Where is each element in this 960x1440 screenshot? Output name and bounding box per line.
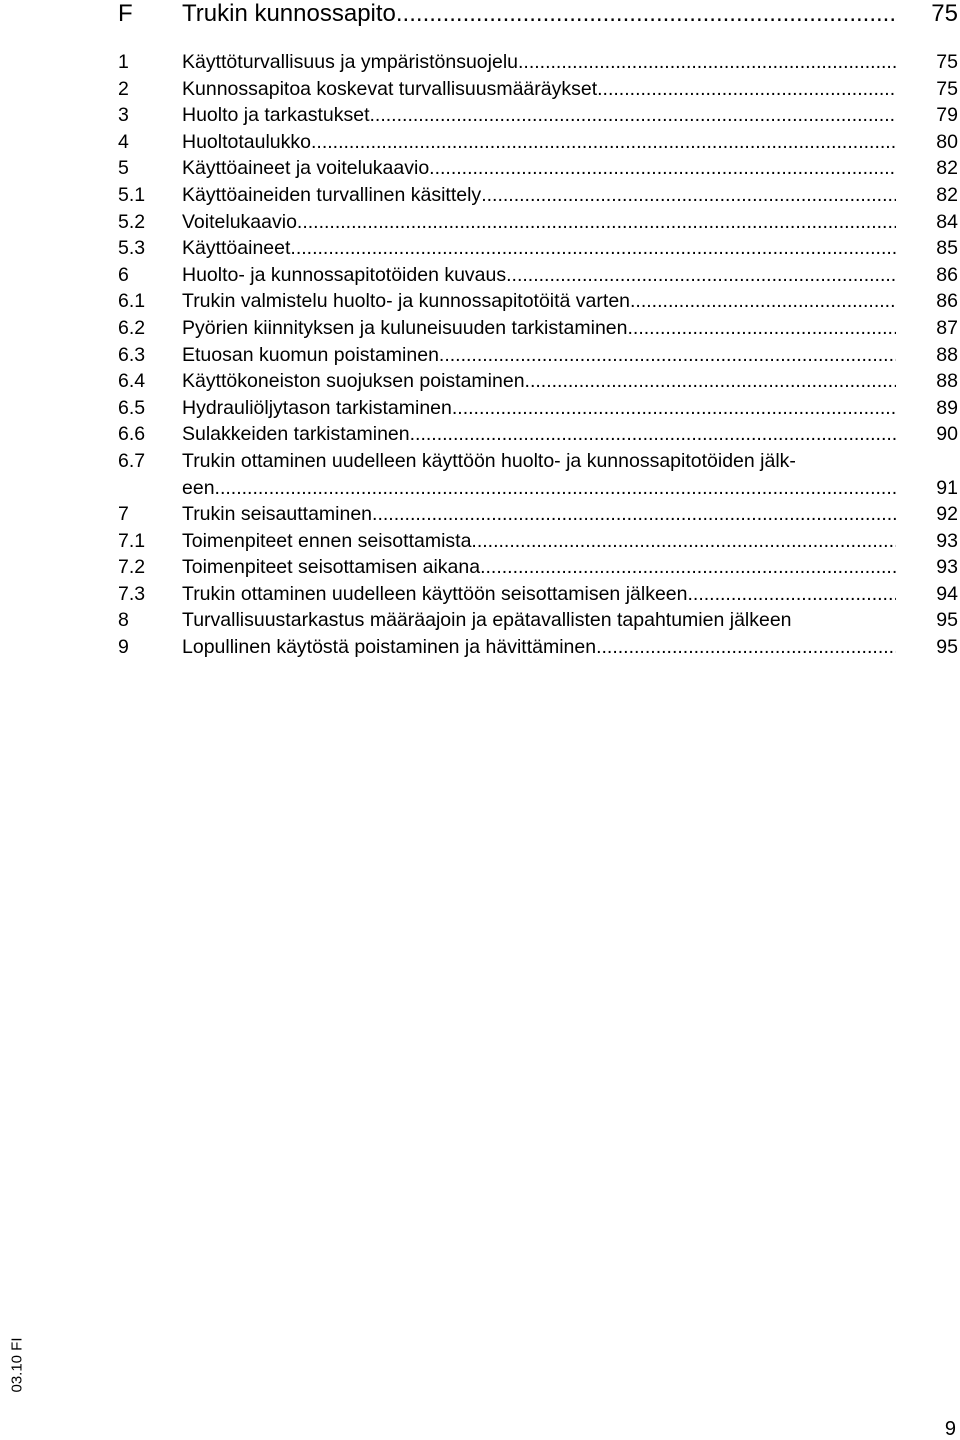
toc-entry	[118, 342, 960, 369]
toc-entry-page: 94	[936, 582, 958, 605]
toc-entry-page: 82	[936, 183, 958, 206]
toc-entry-number: 2	[118, 77, 129, 100]
toc-entry-page: 88	[936, 370, 958, 393]
leader-dots	[290, 235, 896, 262]
leader-dots	[215, 475, 896, 502]
toc-entry-title: Käyttöaineet ja voitelukaavio	[182, 157, 430, 180]
toc-entry-number: 5	[118, 157, 129, 180]
toc-entry-page: 95	[936, 609, 958, 632]
toc-entry-page: 90	[936, 423, 958, 446]
toc-entry-number: 7.2	[118, 556, 146, 579]
toc-entry-title: Trukin seisauttaminen	[182, 503, 373, 526]
toc-entry-number: 6.3	[118, 343, 146, 366]
leader-dots	[396, 0, 896, 28]
toc-entry-title: Käyttöaineet	[182, 237, 291, 260]
toc-entry	[118, 129, 960, 156]
leader-dots	[410, 421, 896, 448]
toc-entry-title: Käyttökoneiston suojuksen poistaminen	[182, 370, 525, 393]
page-number: 9	[944, 1418, 956, 1440]
leader-dots	[471, 528, 896, 555]
toc-entry-page: 86	[936, 290, 958, 313]
leader-dots	[480, 554, 896, 581]
toc-entry-title: Pyörien kiinnityksen ja kuluneisuuden tarkistaminen	[182, 316, 628, 339]
leader-dots	[370, 102, 896, 129]
toc-entry	[118, 182, 960, 209]
toc-entry	[118, 581, 960, 608]
toc-entry-number: 3	[118, 104, 129, 127]
toc-entry-number: 5.2	[118, 210, 146, 233]
toc-entry-title: Lopullinen käytöstä poistaminen ja hävittäminen	[182, 636, 597, 659]
toc-entry-number: 6.2	[118, 316, 146, 339]
table-of-contents	[118, 49, 960, 661]
toc-entry	[118, 421, 960, 448]
leader-dots	[297, 209, 896, 236]
toc-entry	[118, 607, 960, 634]
toc-entry-number: 6.6	[118, 423, 146, 446]
toc-entry-page: 84	[936, 210, 958, 233]
toc-entry-number: 8	[118, 609, 129, 632]
toc-entry-page: 75	[936, 77, 958, 100]
toc-entry-title: Voitelukaavio	[182, 210, 297, 233]
toc-entry	[118, 262, 960, 289]
leader-dots	[429, 155, 896, 182]
toc-entry	[118, 368, 960, 395]
toc-entry-title: Käyttöturvallisuus ja ympäristönsuojelu	[182, 51, 518, 73]
toc-entry-number: 6.7	[118, 449, 146, 472]
leader-dots	[452, 395, 896, 422]
toc-entry-title-continued: een	[182, 476, 215, 499]
toc-entry-number: 1	[118, 51, 129, 73]
toc-entry-title: Huolto- ja kunnossapitotöiden kuvaus	[182, 263, 507, 286]
toc-entry-title: Etuosan kuomun poistaminen	[182, 343, 439, 366]
toc-entry-title: Sulakkeiden tarkistaminen	[182, 423, 410, 446]
toc-entry-title: Turvallisuustarkastus määräajoin ja epätavallisten tapahtumien jälkeen	[182, 609, 792, 632]
toc-entry-title: Hydrauliöljytason tarkistaminen	[182, 396, 452, 419]
leader-dots	[506, 262, 896, 289]
toc-entry-number: 7	[118, 503, 129, 526]
leader-dots	[688, 581, 897, 608]
toc-entry-number: 5.1	[118, 183, 146, 206]
leader-dots	[596, 634, 896, 661]
toc-entry-title: Huoltotaulukko	[182, 130, 311, 153]
toc-entry-page: 92	[936, 503, 958, 526]
toc-entry-number: 9	[118, 636, 129, 659]
chapter-title: Trukin kunnossapito	[182, 0, 396, 27]
leader-dots	[481, 182, 896, 209]
toc-entry	[118, 235, 960, 262]
toc-entry	[118, 554, 960, 581]
toc-entry	[118, 49, 960, 76]
toc-entry-title: Toimenpiteet ennen seisottamista	[182, 529, 472, 552]
toc-entry-page: 88	[936, 343, 958, 366]
toc-entry-page: 93	[936, 529, 958, 552]
chapter-title-wrap	[182, 0, 896, 28]
toc-entry	[118, 155, 960, 182]
toc-entry-number: 6.4	[118, 370, 146, 393]
toc-entry-page: 80	[936, 130, 958, 153]
toc-entry-page: 82	[936, 157, 958, 180]
toc-entry	[118, 528, 960, 555]
toc-entry-page: 89	[936, 396, 958, 419]
toc-entry-number: 6	[118, 263, 129, 286]
toc-entry	[118, 288, 960, 315]
leader-dots	[628, 315, 897, 342]
chapter-number: F	[118, 0, 133, 27]
toc-entry	[118, 448, 960, 501]
toc-entry-title: Trukin ottaminen uudelleen käyttöön huolto- ja kunnossapitotöiden jälk-	[182, 449, 796, 472]
leader-dots	[372, 501, 896, 528]
leader-dots	[597, 76, 896, 103]
toc-entry	[118, 315, 960, 342]
toc-entry-number: 4	[118, 130, 129, 153]
toc-entry-page: 87	[936, 316, 958, 339]
chapter-page: 75	[931, 0, 958, 27]
toc-entry	[118, 102, 960, 129]
leader-dots	[439, 342, 896, 369]
toc-entry-page: 79	[936, 104, 958, 127]
toc-entry-page: 85	[936, 237, 958, 260]
toc-entry-title: Toimenpiteet seisottamisen aikana	[182, 556, 481, 579]
toc-entry-number: 7.3	[118, 582, 146, 605]
toc-entry-number: 5.3	[118, 237, 146, 260]
leader-dots	[525, 368, 896, 395]
version-code-text: 03.10 FI	[8, 1337, 26, 1393]
leader-dots	[518, 49, 896, 76]
toc-entry-title: Trukin valmistelu huolto- ja kunnossapitotöitä varten	[182, 290, 631, 313]
toc-entry-page: 86	[936, 263, 958, 286]
leader-dots	[311, 129, 896, 156]
toc-entry-title: Trukin ottaminen uudelleen käyttöön seisottamisen jälkeen	[182, 582, 688, 605]
toc-entry-number: 6.1	[118, 290, 146, 313]
toc-entry-page: 75	[936, 51, 958, 73]
toc-entry-number: 7.1	[118, 529, 146, 552]
document-version-code	[2, 1325, 32, 1405]
toc-entry-number: 6.5	[118, 396, 146, 419]
toc-entry-title: Käyttöaineiden turvallinen käsittely	[182, 183, 482, 206]
toc-entry-page: 93	[936, 556, 958, 579]
chapter-heading	[118, 0, 960, 28]
toc-entry-title: Huolto ja tarkastukset	[182, 104, 370, 127]
toc-entry-page: 91	[936, 476, 958, 499]
toc-entry	[118, 501, 960, 528]
toc-entry	[118, 209, 960, 236]
leader-dots	[630, 288, 896, 315]
toc-entry	[118, 634, 960, 661]
toc-entry-page: 95	[936, 636, 958, 659]
toc-entry-title: Kunnossapitoa koskevat turvallisuusmääräykset	[182, 77, 598, 100]
toc-entry	[118, 395, 960, 422]
toc-entry	[118, 76, 960, 103]
